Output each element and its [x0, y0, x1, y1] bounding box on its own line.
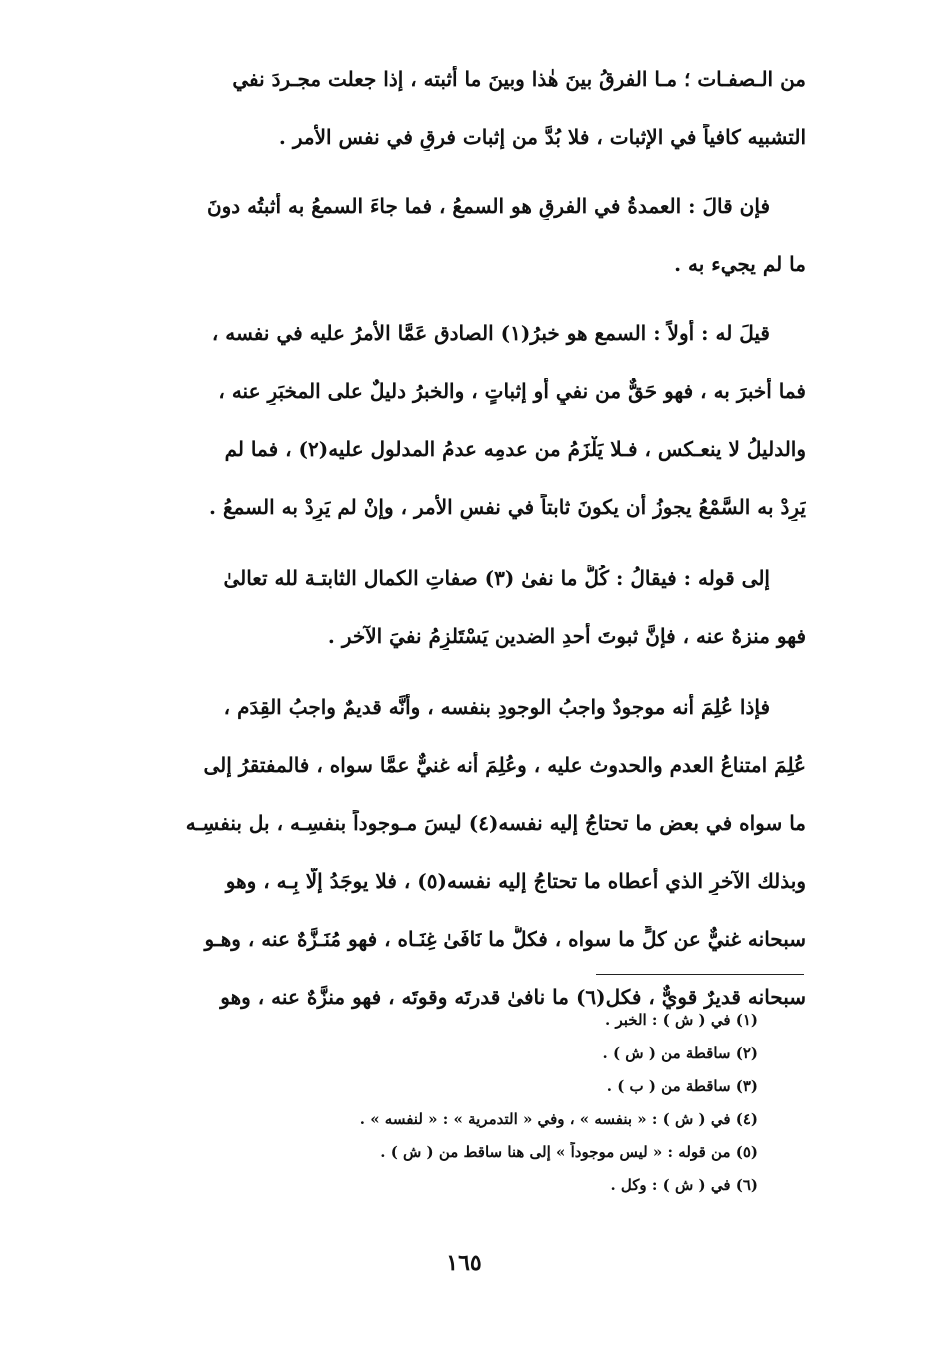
- text-line: ما لم يجيء به .: [674, 252, 806, 276]
- text-line: سبحانه غنيٌّ عن كلٍّ ما سواه ، فكلُّ ما نَافَىٰ غِنَـاه ، فهو مُنَـزَّهٌ عنه ، وهـو: [204, 927, 806, 951]
- text-line: إلى قوله : فيقالُ : كُلُّ ما نفىٰ (٣) صفاتِ الكمال الثابتـة لله تعالىٰ: [223, 566, 770, 590]
- text-line: وبذلك الآخرِ الذي أعطاه ما تحتاجُ إليه نفسه(٥) ، فلا يوجَدُ إلَّا بِـه ، وهو: [225, 869, 806, 893]
- text-line: عُلِمَ امتناعُ العدم والحدوث عليه ، وعُلِمَ أنه غنيٌّ عمَّا سواه ، فالمفتقرُ إلى: [203, 753, 806, 777]
- footnotes: [300, 1010, 758, 1208]
- text-line: فهو منزهٌ عنه ، فإنَّ ثبوتَ أحدِ الضدين يَسْتَلزِمُ نفيَ الآخر .: [327, 624, 806, 648]
- text-line: سبحانه قديرٌ قويٌّ ، فكل(٦) ما نافىٰ قدرتَه وقوتَه ، فهو منزَّهٌ عنه ، وهو: [220, 985, 806, 1009]
- footnote: (١) في ( ش ) : الخبر .: [605, 1011, 758, 1029]
- footnote: (٣) ساقطة من ( ب ) .: [606, 1077, 758, 1095]
- text-line: من الـصفـات ؛ مـا الفرقُ بينَ هٰذا وبينَ ما أثبته ، إذا جعلت مجـردَ نفي: [232, 67, 806, 91]
- text-line: فما أخبرَ به ، فهو حَقٌّ من نفيٍ أو إثباتٍ ، والخبرُ دليلٌ على المخبَرِ عنه ،: [218, 379, 806, 403]
- text-line: فإن قالَ : العمدةُ في الفرقِ هو السمعُ ، فما جاءَ السمعُ به أثبتُه دونَ: [206, 194, 770, 218]
- footnote: (٢) ساقطة من ( ش ) .: [602, 1044, 758, 1062]
- text-line: قيلَ له : أولاً : السمع هو خبرُ(١) الصادق عَمَّا الأمرُ عليه في نفسه ،: [211, 321, 770, 345]
- footnote: (٥) من قوله : « ليس موجوداً » إلى هنا ساقط من ( ش ) .: [380, 1143, 758, 1161]
- footnote-divider: [596, 974, 804, 975]
- text-line: ما سواه في بعض ما تحتاجُ إليه نفسه(٤) ليسَ مـوجوداً بنفسِـه ، بل بنفسِـه: [185, 811, 806, 835]
- footnote: (٦) في ( ش ) : وكل .: [610, 1176, 758, 1194]
- footnote: (٤) في ( ش ) : « بنفسه » ، وفي « التدمرية » : « لنفسه » .: [359, 1110, 758, 1128]
- text-line: التشبيه كافياً في الإثبات ، فلا بُدَّ من إثبات فرقٍ في نفس الأمر .: [278, 125, 806, 149]
- text-line: والدليلُ لا ينعـكس ، فـلا يَلْزَمُ من عدمِه عدمُ المدلول عليه(٢) ، فما لم: [224, 437, 806, 461]
- page-number: ١٦٥: [446, 1250, 482, 1276]
- text-line: يَرِدْ به السَّمْعُ يجوزُ أن يكونَ ثابتاً في نفسِ الأمر ، وإنْ لم يَرِدْ به السمعُ .: [209, 495, 806, 519]
- text-line: فإذا عُلِمَ أنه موجودٌ واجبُ الوجودِ بنفسه ، وأنَّه قديمٌ واجبُ القِدَم ،: [223, 695, 770, 719]
- main-text: [130, 66, 806, 1042]
